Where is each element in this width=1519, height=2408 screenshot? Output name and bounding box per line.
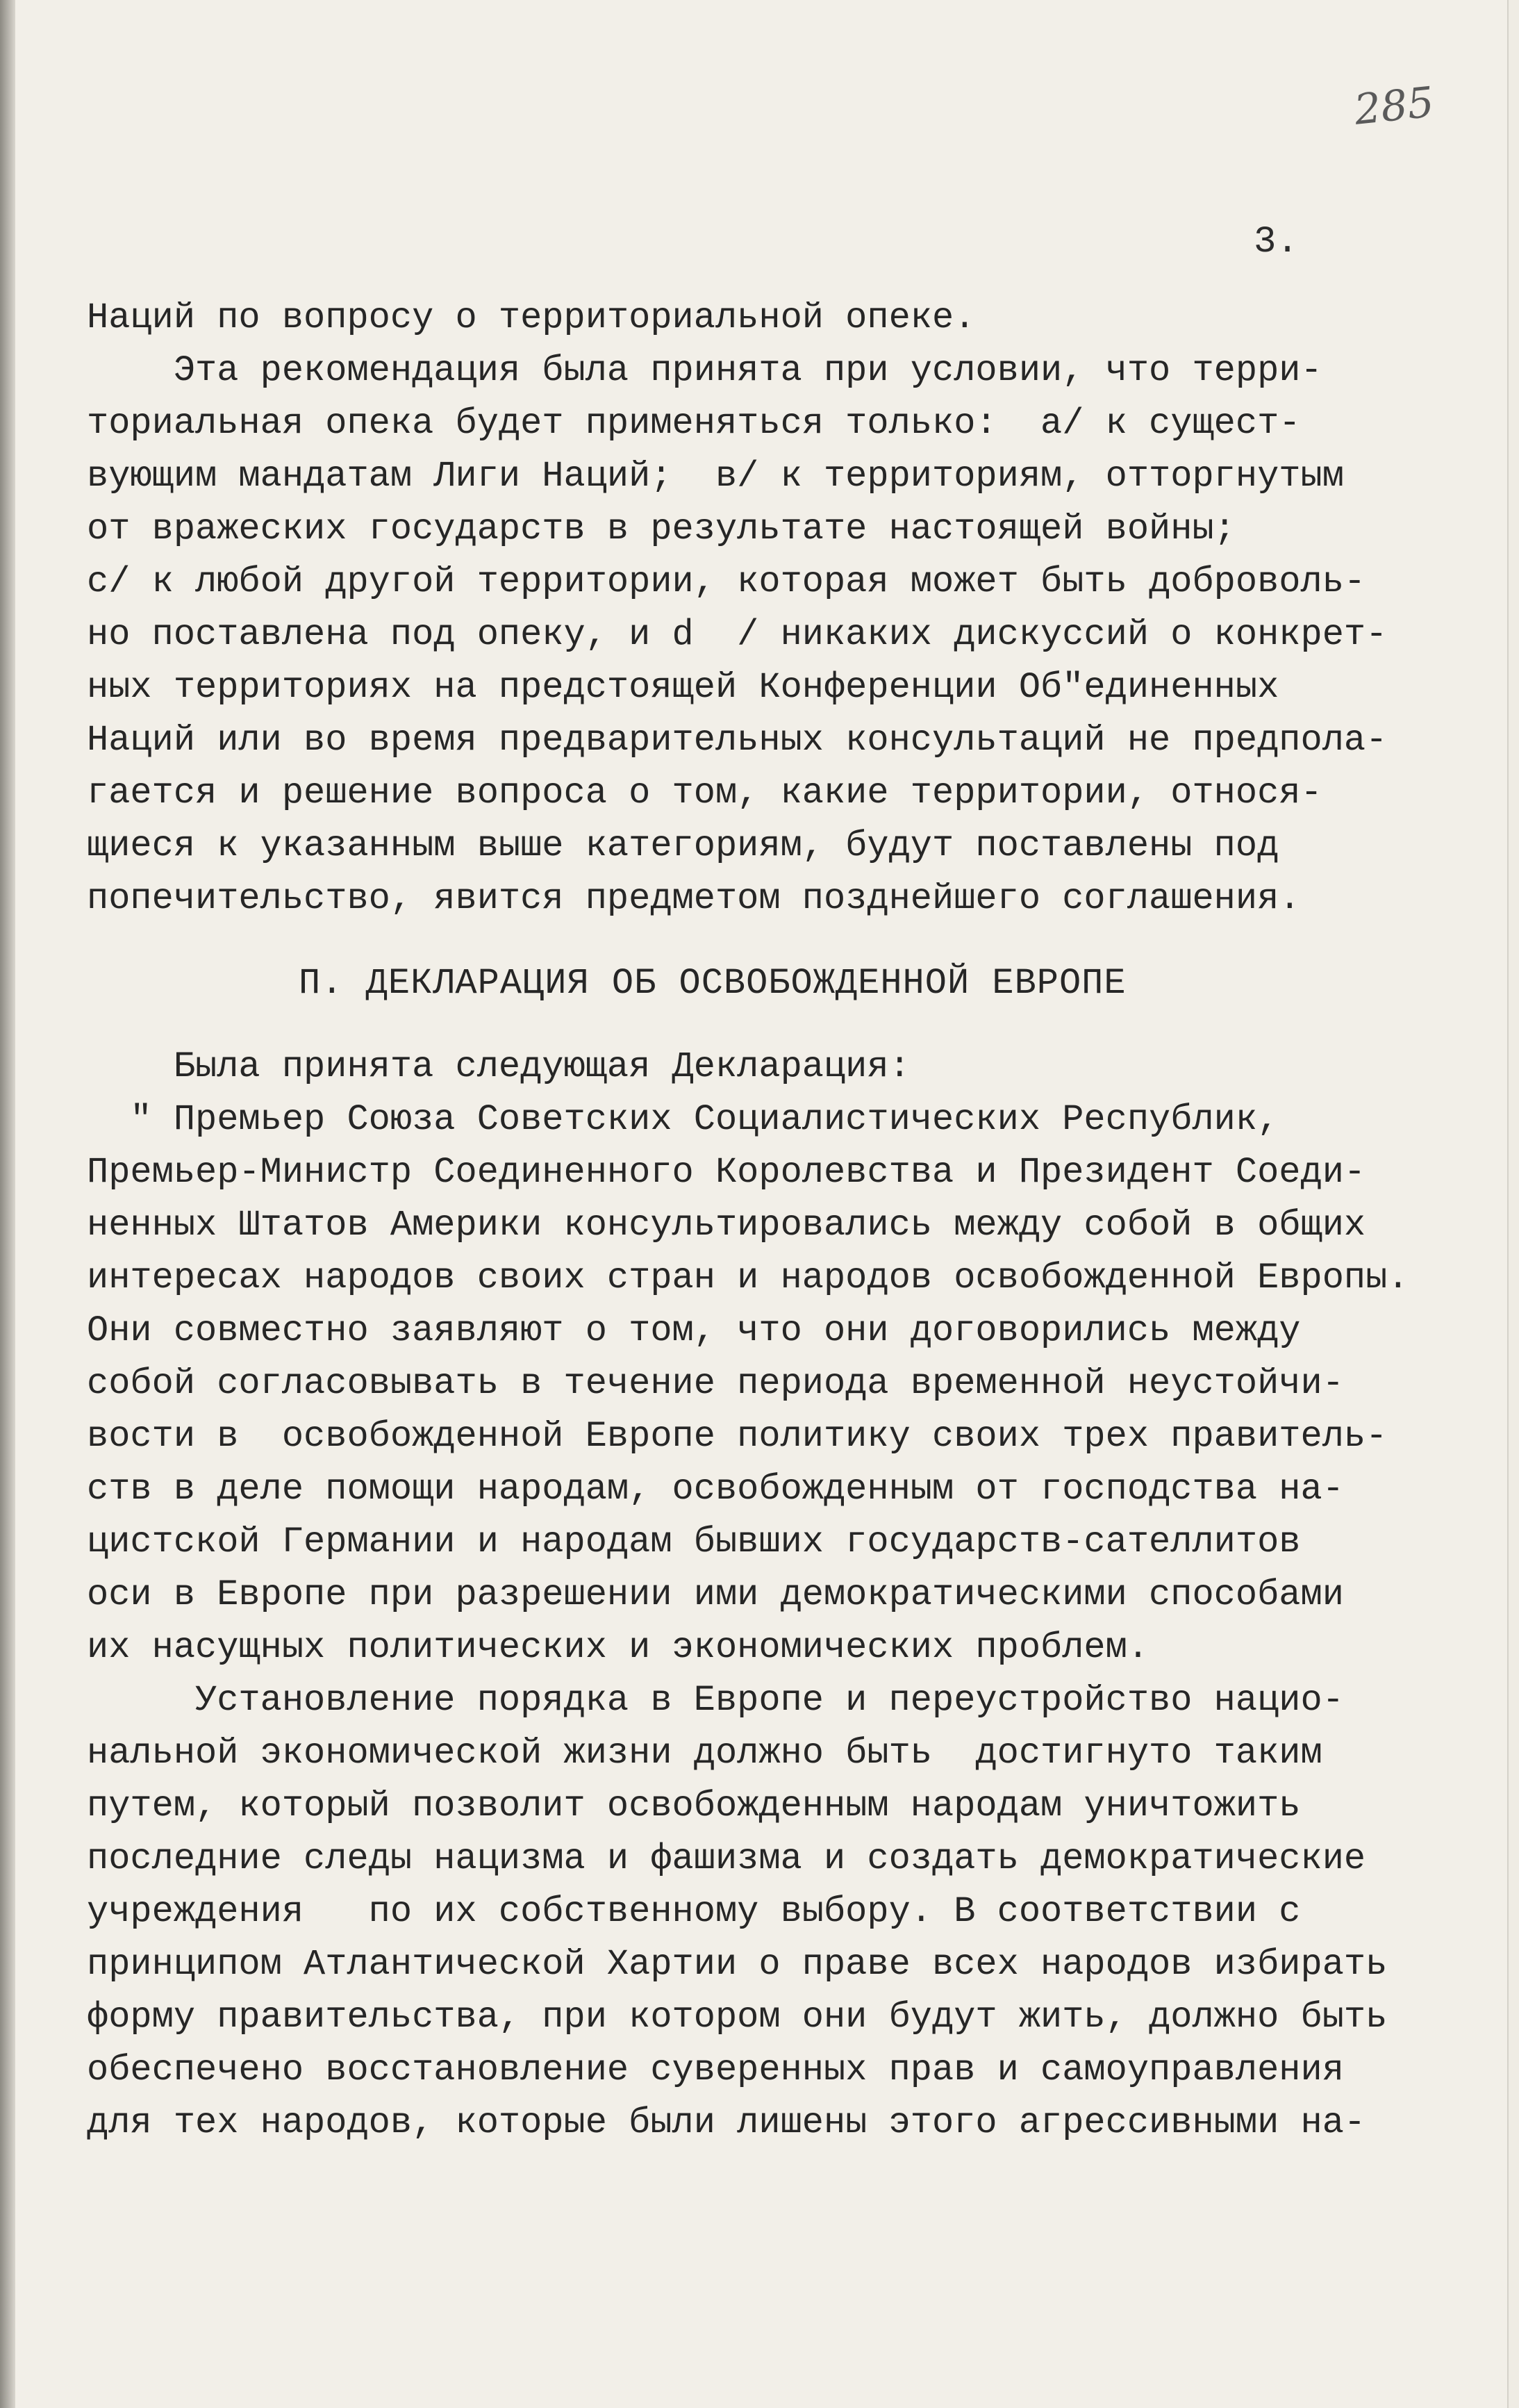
text-line-3: ториальная опека будет применяться только: а/ к сущест- [87, 403, 1301, 444]
text-line-2: Эта рекомендация была принята при условии, что терри- [87, 350, 1322, 391]
text-line-22: ств в деле помощи народам, освобожденным от господства на- [87, 1469, 1344, 1510]
text-line-10: гается и решение вопроса о том, какие территории, относя- [87, 773, 1322, 814]
text-line-21: вости в освобожденной Европе политику своих трех правитель- [87, 1416, 1388, 1457]
text-line-32: форму правительства, при котором они будут жить, должно быть [87, 1997, 1388, 2038]
text-line-29: последние следы нацизма и фашизма и создать демократические [87, 1838, 1366, 1879]
text-line-23: цистской Германии и народам бывших государств-сателлитов [87, 1522, 1301, 1562]
text-line-7: но поставлена под опеку, и d / никаких дискуссий о конкрет- [87, 614, 1388, 655]
text-line-1: Наций по вопросу о территориальной опеке. [87, 297, 976, 338]
text-line-4: вующим мандатам Лиги Наций; в/ к территориям, отторгнутым [87, 456, 1344, 497]
text-line-15: " Премьер Союза Советских Социалистических Республик, [87, 1099, 1279, 1140]
text-line-6: с/ к любой другой территории, которая может быть доброволь- [87, 561, 1366, 602]
text-line-30: учреждения по их собственному выбору. В соответствии с [87, 1891, 1301, 1932]
text-line-11: щиеся к указанным выше категориям, будут поставлены под [87, 825, 1279, 866]
text-line-16: Премьер-Министр Соединенного Королевства и Президент Соеди- [87, 1152, 1366, 1193]
text-line-28: путем, который позволит освобожденным народам уничтожить [87, 1786, 1301, 1826]
section-heading: П. ДЕКЛАРАЦИЯ ОБ ОСВОБОЖДЕННОЙ ЕВРОПЕ [299, 963, 1127, 1004]
text-line-25: их насущных политических и экономических проблем. [87, 1627, 1149, 1668]
text-line-19: Они совместно заявляют о том, что они договорились между [87, 1310, 1301, 1351]
text-line-18: интересах народов своих стран и народов освобожденной Европы. [87, 1257, 1409, 1298]
binding-edge [0, 0, 15, 2408]
text-line-5: от вражеских государств в результате настоящей войны; [87, 509, 1236, 550]
text-line-9: Наций или во время предварительных консультаций не предпола- [87, 720, 1388, 761]
text-line-8: ных территориях на предстоящей Конференции Об"единенных [87, 667, 1279, 708]
text-line-17: ненных Штатов Америки консультировались между собой в общих [87, 1205, 1366, 1246]
text-line-20: собой согласовывать в течение периода временной неустойчи- [87, 1363, 1344, 1404]
text-line-31: принципом Атлантической Хартии о праве всех народов избирать [87, 1944, 1388, 1985]
text-line-34: для тех народов, которые были лишены этого агрессивными на- [87, 2102, 1366, 2143]
text-line-12: попечительство, явится предметом позднейшего соглашения. [87, 878, 1301, 919]
page-number: 3. [1254, 221, 1299, 263]
text-line-24: оси в Европе при разрешении ими демократическими способами [87, 1574, 1344, 1615]
text-line-14: Была принята следующая Декларация: [87, 1046, 911, 1087]
text-line-26: Установление порядка в Европе и переустройство нацио- [87, 1680, 1344, 1721]
text-line-27: нальной экономической жизни должно быть достигнуто таким [87, 1733, 1322, 1774]
text-line-33: обеспечено восстановление суверенных прав и самоуправления [87, 2050, 1344, 2090]
handwritten-folio-number: 285 [1352, 78, 1436, 135]
